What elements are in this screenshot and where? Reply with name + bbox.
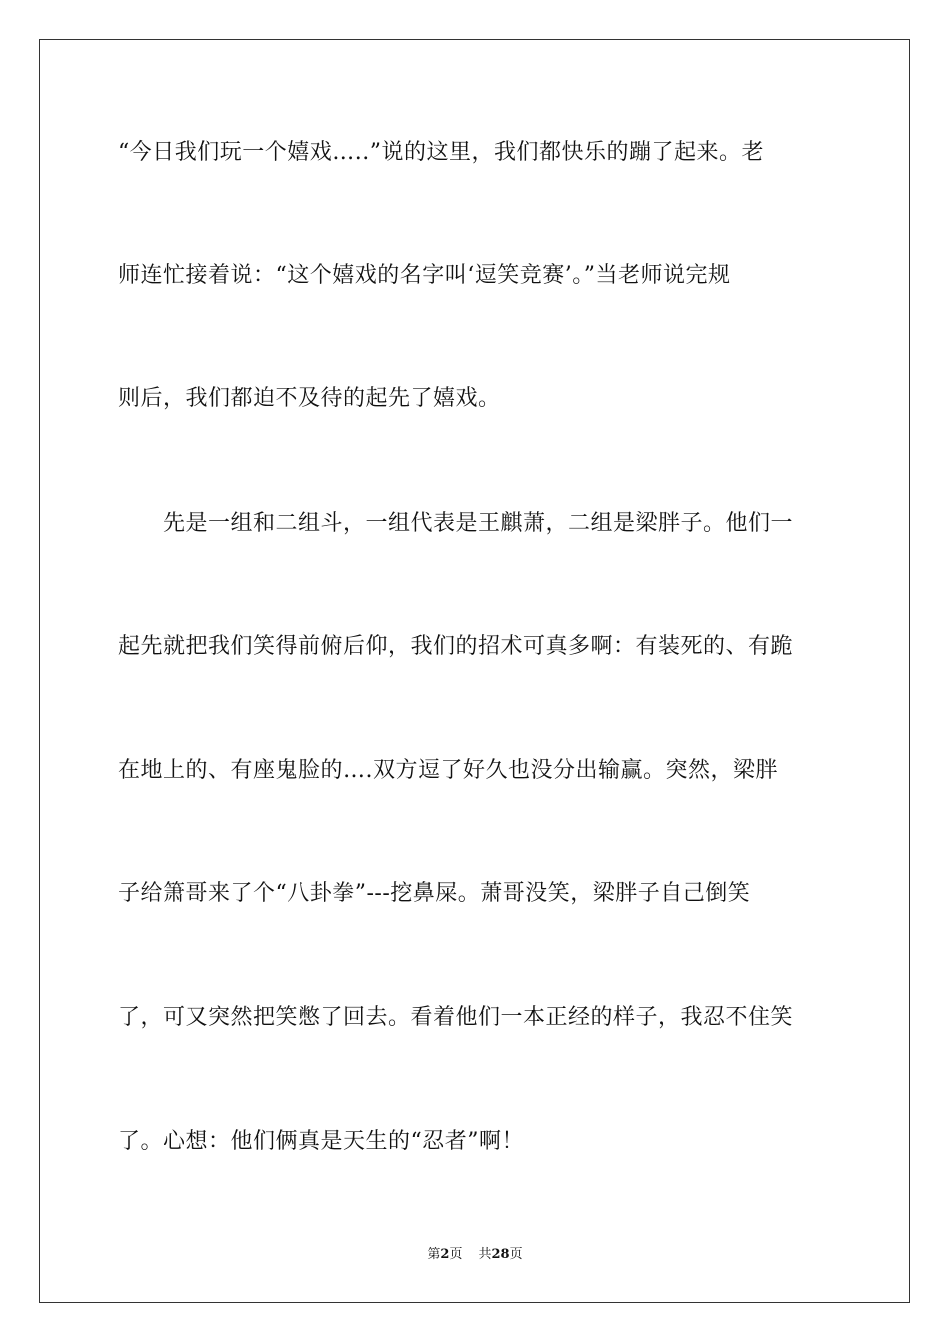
text-line: 了。心想：他们俩真是天生的“忍者”啊！: [118, 1129, 524, 1154]
text-line: “今日我们玩一个嬉戏…..”说的这里，我们都快乐的蹦了起来。老: [118, 140, 764, 165]
page-prefix: 第: [427, 1247, 441, 1262]
text-line: 先是一组和二组斗，一组代表是王麒萧，二组是梁胖子。他们一: [118, 511, 794, 536]
text-line: 了，可又突然把笑憋了回去。看着他们一本正经的样子，我忍不住笑: [118, 1005, 794, 1030]
text-line: 师连忙接着说：“这个嬉戏的名字叫‘逗笑竞赛’。”当老师说完规: [118, 263, 731, 288]
total-suffix: 页: [509, 1247, 523, 1262]
total-prefix: 共: [478, 1247, 492, 1262]
text-line: 在地上的、有座鬼脸的….双方逗了好久也没分出输赢。突然，梁胖: [118, 758, 778, 783]
page-footer: [0, 1246, 950, 1264]
total-pages: 28: [491, 1247, 510, 1262]
page-border: [39, 39, 910, 1303]
page-number: 2: [440, 1247, 450, 1262]
text-line: 起先就把我们笑得前俯后仰，我们的招术可真多啊：有装死的、有跪: [118, 634, 794, 659]
page-suffix: 页: [449, 1247, 463, 1262]
text-line: 则后，我们都迫不及待的起先了嬉戏。: [118, 386, 501, 411]
text-line: 子给箫哥来了个“八卦拳”---挖鼻屎。萧哥没笑，梁胖子自己倒笑: [118, 881, 751, 906]
